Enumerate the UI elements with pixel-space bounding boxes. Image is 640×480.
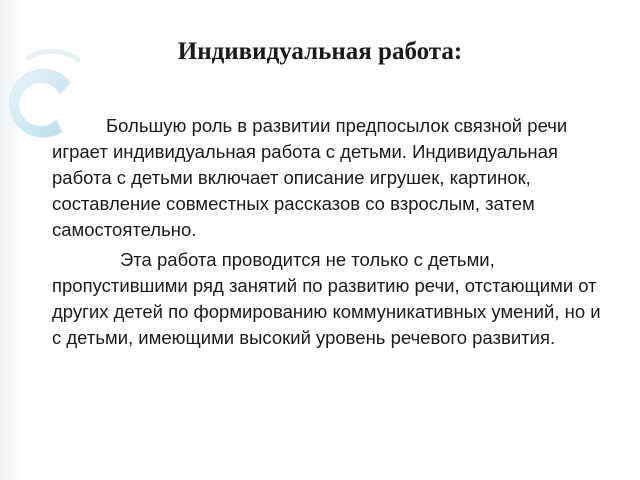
slide-body <box>52 113 612 355</box>
paragraph-2: Эта работа проводится не только с детьми, пропустившими ряд занятий по развитию речи, отстающими от других детей по формированию коммуникативных умений, но и с детьми, имеющими высокий уровень речевого развития. <box>52 249 601 348</box>
slide-title: Индивидуальная работа: <box>177 38 463 65</box>
paragraph-1: Большую роль в развитии предпосылок связной речи играет индивидуальная работа с детьми. Индивидуальная работа с детьми включает описание игрушек, картинок, составление совместных рассказов со взрослым, затем самостоятельно. <box>52 115 568 240</box>
